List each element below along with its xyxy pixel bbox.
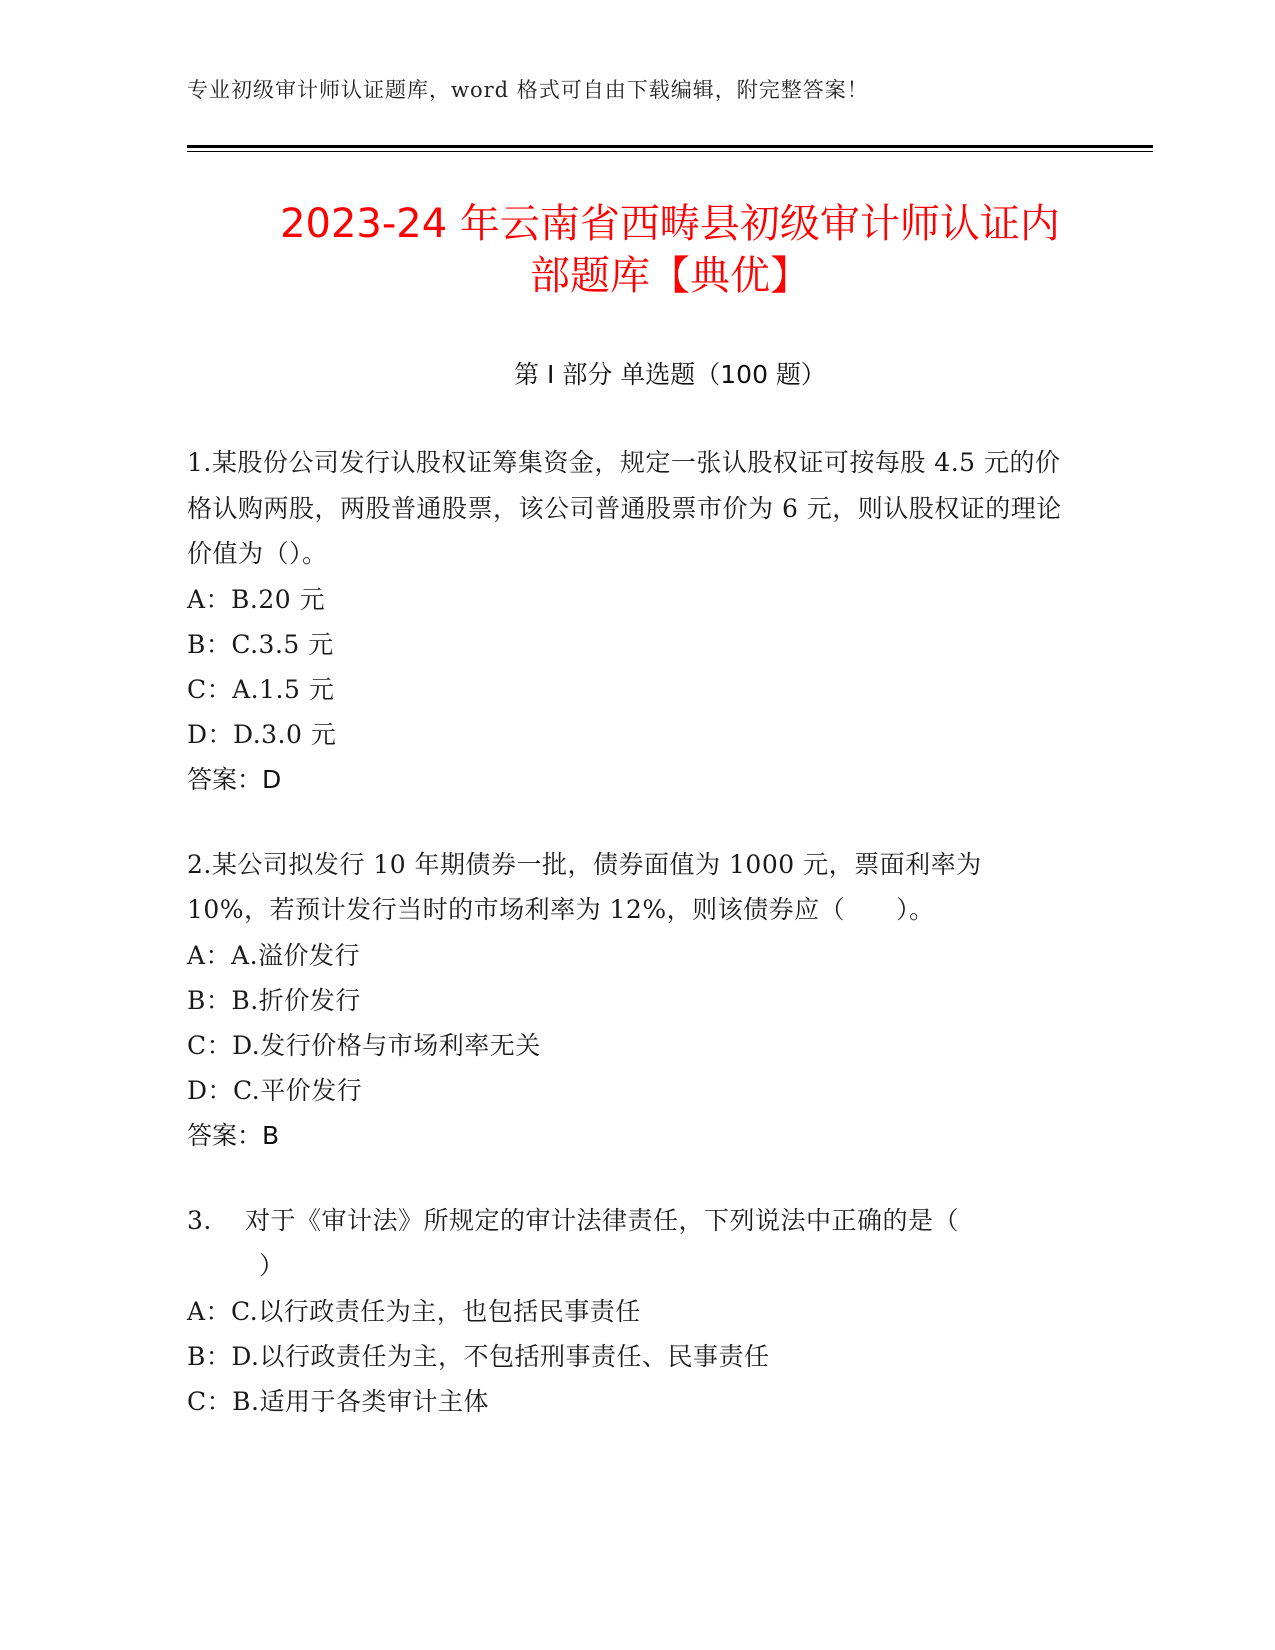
option-c: C：D.发行价格与市场利率无关	[187, 1030, 541, 1060]
question-stem-line-1: 对于《审计法》所规定的审计法律责任，下列说法中正确的是（	[245, 1205, 960, 1235]
question-stem	[187, 1198, 1067, 1244]
option-a: A：B.20 元	[187, 584, 326, 614]
question-2	[187, 842, 1067, 1158]
option-d: D：D.3.0 元	[187, 719, 337, 749]
option-a: A：C.以行政责任为主，也包括民事责任	[187, 1296, 641, 1326]
option-d: D：C.平价发行	[187, 1075, 363, 1105]
header-note: 专业初级审计师认证题库，word 格式可自由下载编辑，附完整答案！	[187, 78, 869, 102]
option-b: B：C.3.5 元	[187, 629, 334, 659]
question-stem-line-2: ）	[259, 1251, 285, 1280]
question-3	[187, 1198, 1067, 1424]
question-1	[187, 440, 1067, 802]
title-line-2: 部题库【典优】	[530, 253, 810, 299]
answer: 答案：B	[187, 1120, 280, 1150]
document-title	[187, 198, 1153, 302]
header-rule-thick	[187, 145, 1153, 148]
section-heading: 第 I 部分 单选题（100 题）	[514, 360, 826, 389]
option-c: C：A.1.5 元	[187, 674, 335, 704]
question-stem: 2.某公司拟发行 10 年期债券一批，债券面值为 1000 元，票面利率为 10%，若预计发行当时的市场利率为 12%，则该债券应（ ）。	[187, 849, 982, 924]
answer: 答案：D	[187, 764, 282, 794]
header-rule-thin	[187, 151, 1153, 152]
question-number: 3.	[187, 1205, 212, 1235]
option-a: A：A.溢价发行	[187, 940, 361, 970]
option-b: B：D.以行政责任为主，不包括刑事责任、民事责任	[187, 1341, 770, 1371]
option-c: C：B.适用于各类审计主体	[187, 1386, 489, 1416]
question-list	[187, 440, 1067, 1464]
question-stem: 1.某股份公司发行认股权证筹集资金，规定一张认股权证可按每股 4.5 元的价格认购两股，两股普通股票，该公司普通股票市价为 6 元，则认股权证的理论价值为（）。	[187, 448, 1062, 568]
option-b: B：B.折价发行	[187, 985, 361, 1015]
title-line-1: 2023-24 年云南省西畴县初级审计师认证内	[280, 201, 1060, 247]
